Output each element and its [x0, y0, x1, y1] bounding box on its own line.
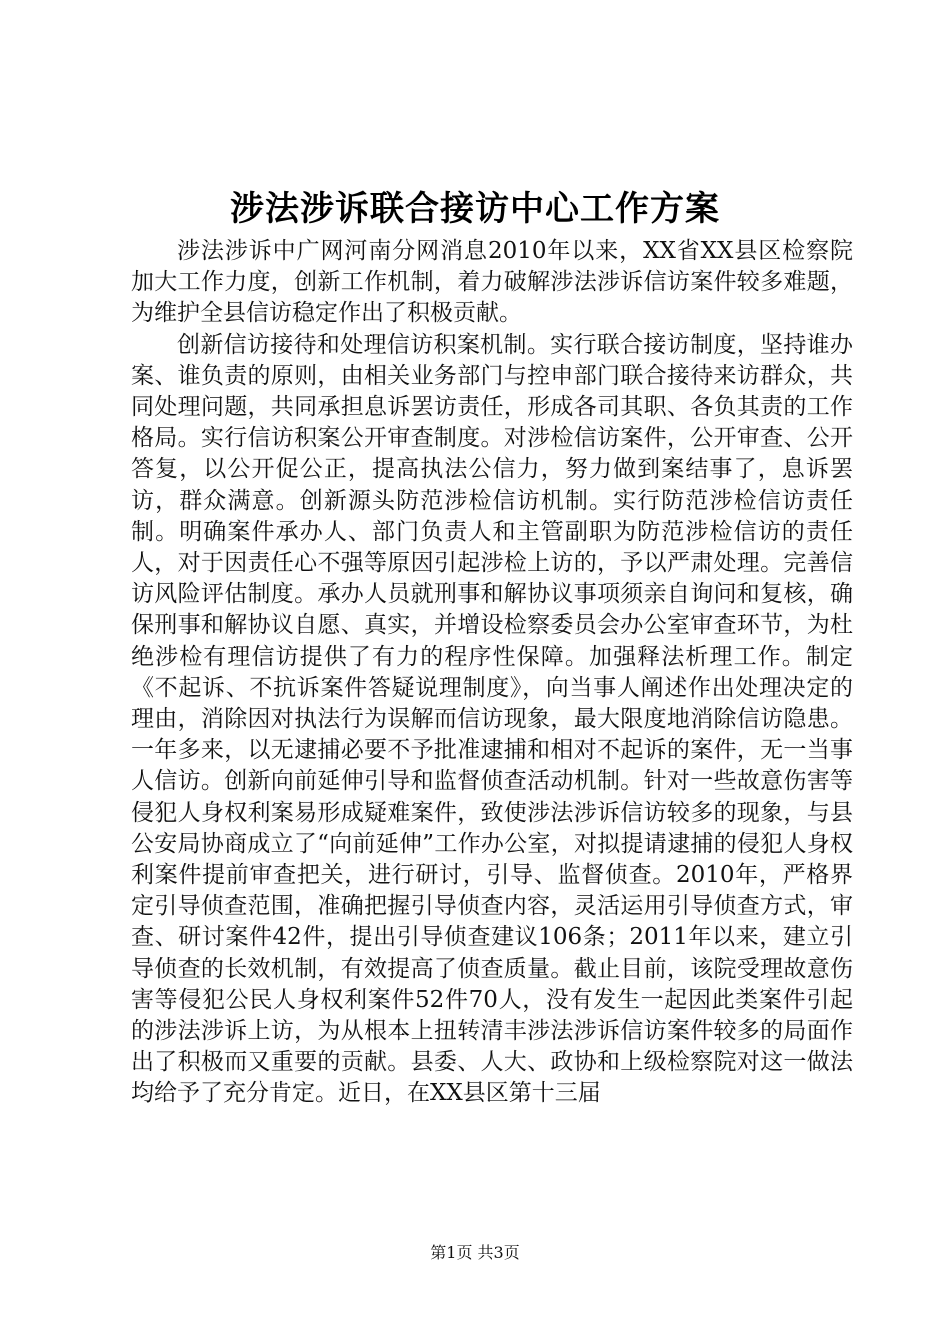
paragraph-main: 创新信访接待和处理信访积案机制。实行联合接访制度，坚持谁办案、谁负责的原则，由相关业务部门与控申部门联合接待来访群众，共同处理问题，共同承担息诉罢访责任，形成各司其职、各负其责的工作格局。实行信访积案公开审查制度。对涉检信访案件，公开审查、公开答复，以公开促公正，提高执法公信力，努力做到案结事了，息诉罢访，群众满意。创新源头防范涉检信访机制。实行防范涉检信访责任制。明确案件承办人、部门负责人和主管副职为防范涉检信访的责任人，对于因责任心不强等原因引起涉检上访的，予以严肃处理。完善信访风险评估制度。承办人员就刑事和解协议事项须亲自询问和复核，确保刑事和解协议自愿、真实，并增设检察委员会办公室审查环节，为杜绝涉检有理信访提供了有力的程序性保障。加强释法析理工作。制定《不起诉、不抗诉案件答疑说理制度》，向当事人阐述作出处理决定的理由，消除因对执法行为误解而信访现象，最大限度地消除信访隐患。一年多来，以无逮捕必要不予批准逮捕和相对不起诉的案件，无一当事人信访。创新向前延伸引导和监督侦查活动机制。针对一些故意伤害等侵犯人身权利案易形成疑难案件，致使涉法涉诉信访较多的现象，与县公安局协商成立了“向前延伸”工作办公室，对拟提请逮捕的侵犯人身权利案件提前审查把关，进行研讨，引导、监督侦查。2010年，严格界定引导侦查范围，准确把握引导侦查内容，灵活运用引导侦查方式，审查、研讨案件42件，提出引导侦查建议106条；2011年以来，建立引导侦查的长效机制，有效提高了侦查质量。截止目前，该院受理故意伤害等侵犯公民人身权利案件52件70人，没有发生一起因此类案件引起的涉法涉诉上访，为从根本上扭转清丰涉法涉诉信访案件较多的局面作出了积极而又重要的贡献。县委、人大、政协和上级检察院对这一做法均给予了充分肯定。近日，在XX县区第十三届: [131, 331, 853, 1107]
document-body: [131, 236, 853, 1110]
document-title: 涉法涉诉联合接访中心工作方案: [230, 189, 720, 229]
paragraph-intro: 涉法涉诉中广网河南分网消息2010年以来，XX省XX县区检察院加大工作力度，创新工作机制，着力破解涉法涉诉信访案件较多难题，为维护全县信访稳定作出了积极贡献。: [131, 238, 853, 327]
page-footer: 第1页 共3页: [430, 1243, 520, 1262]
